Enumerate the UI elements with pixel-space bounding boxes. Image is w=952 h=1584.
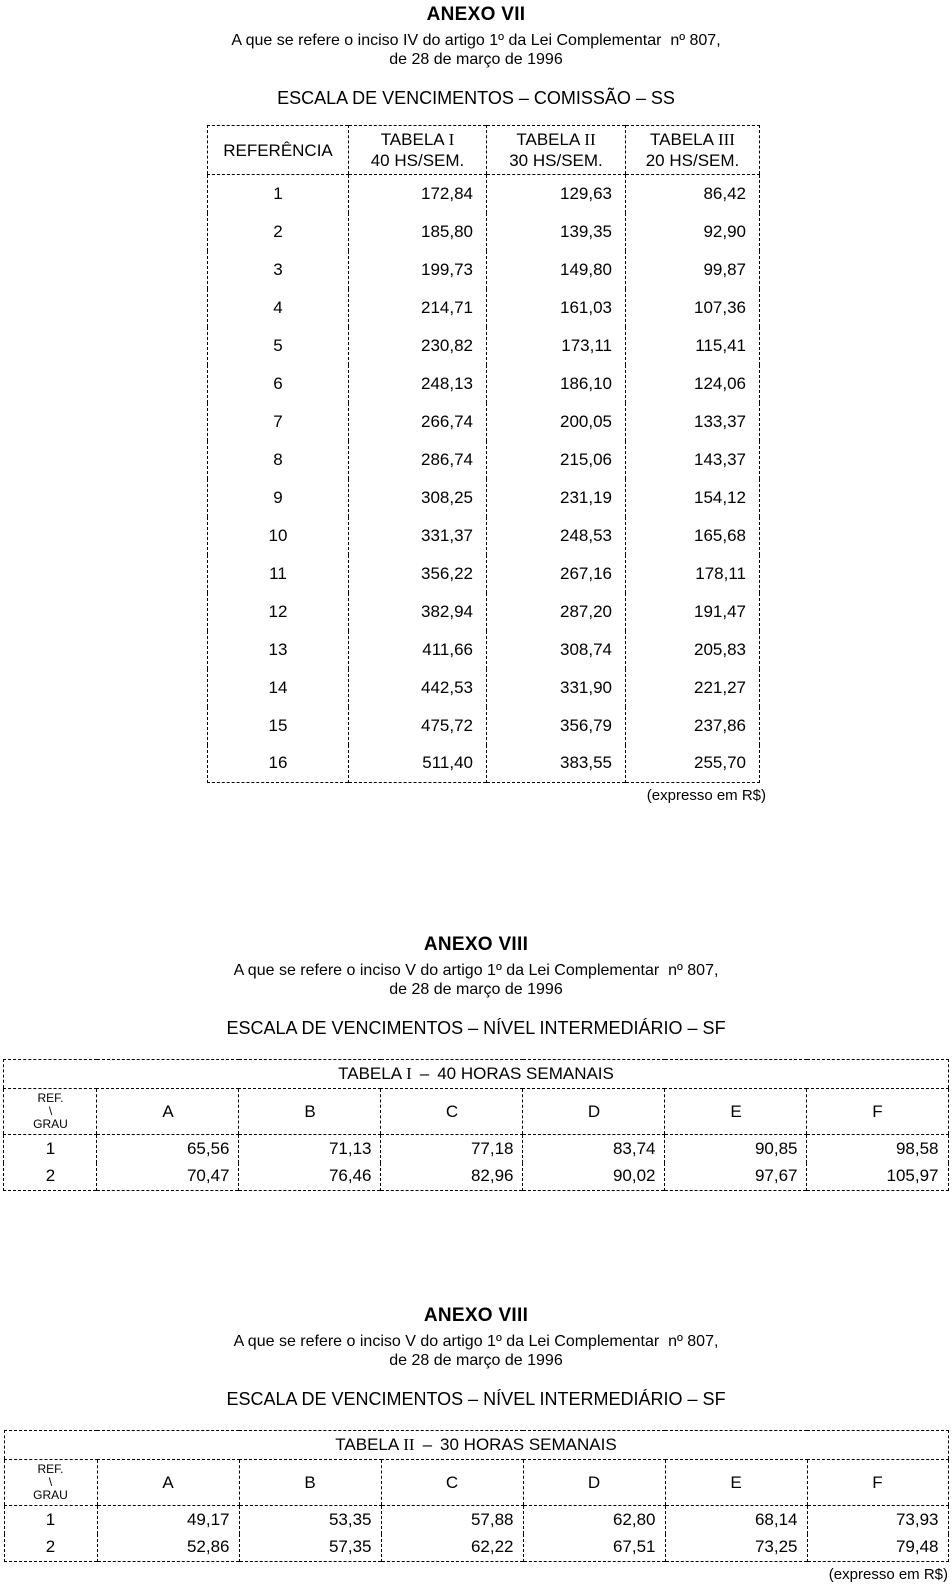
value-cell: 68,14	[665, 1506, 807, 1534]
table-row	[208, 555, 760, 593]
value-cell: 71,13	[239, 1135, 381, 1163]
table-row	[208, 441, 760, 479]
grade-e-header: E	[665, 1460, 807, 1506]
table-row	[208, 213, 760, 251]
value-cell: 92,90	[626, 213, 760, 251]
value-cell: 383,55	[487, 745, 626, 783]
grade-c-header: C	[381, 1460, 523, 1506]
header-row	[4, 1460, 948, 1506]
table-row	[4, 1135, 948, 1163]
table-title	[4, 1431, 948, 1460]
table-row	[208, 327, 760, 365]
value-cell: 133,37	[626, 403, 760, 441]
ref-cell: 1	[273, 183, 283, 203]
value-cell: 308,25	[349, 479, 487, 517]
value-cell: 248,53	[487, 517, 626, 555]
grade-a-header: A	[97, 1460, 239, 1506]
ref-cell: 7	[273, 411, 283, 431]
grade-b-header: B	[239, 1089, 381, 1135]
value-cell: 115,41	[626, 327, 760, 365]
anexo-viii-b-subtitle-line-2: de 28 de março de 1996	[389, 1352, 563, 1369]
value-cell: 79,48	[807, 1534, 948, 1562]
value-cell: 97,67	[665, 1163, 807, 1191]
value-cell: 62,80	[523, 1506, 665, 1534]
value-cell: 331,37	[349, 517, 487, 555]
title-hours: 40 HORAS SEMANAIS	[437, 1064, 614, 1083]
tabela-hours: 30 HS/SEM.	[509, 151, 603, 170]
table-row	[208, 251, 760, 289]
table-row	[4, 1163, 948, 1191]
tabela-hours: 40 HS/SEM.	[370, 151, 465, 170]
table-row	[208, 365, 760, 403]
ref-cell: 11	[269, 563, 287, 583]
value-cell: 67,51	[523, 1534, 665, 1562]
tabela-iii-header	[626, 126, 760, 175]
anexo-viii-b-subtitle-line-1: A que se refere o inciso V do artigo 1º da Lei Complementar nº 807,	[233, 1333, 719, 1350]
value-cell: 65,56	[97, 1135, 239, 1163]
anexo-viii-b-title: ANEXO VIII	[423, 1305, 529, 1326]
value-cell: 231,19	[487, 479, 626, 517]
value-cell: 173,11	[487, 327, 626, 365]
value-cell: 77,18	[381, 1135, 523, 1163]
tabela-i-header	[349, 126, 487, 175]
tabela-label: TABELA	[338, 1064, 403, 1083]
ref-cell: 14	[268, 677, 288, 697]
ref-cell: 6	[273, 373, 283, 393]
value-cell: 90,85	[665, 1135, 807, 1163]
value-cell: 107,36	[626, 289, 760, 327]
ref-cell: 4	[273, 297, 283, 317]
value-cell: 215,06	[487, 441, 626, 479]
value-cell: 237,86	[626, 707, 760, 745]
table-row	[208, 631, 760, 669]
value-cell: 70,47	[97, 1163, 239, 1191]
value-cell: 172,84	[349, 175, 487, 213]
tabela-numeral: II	[584, 130, 596, 149]
header-row	[4, 1089, 948, 1135]
anexo-vii-title: ANEXO VII	[426, 4, 526, 25]
table-title	[4, 1060, 948, 1089]
grade-f-header: F	[807, 1460, 948, 1506]
grade-b-header: B	[239, 1460, 381, 1506]
ref-cell: 10	[268, 525, 288, 545]
ref-cell: 9	[273, 487, 283, 507]
table-row	[208, 479, 760, 517]
value-cell: 52,86	[97, 1534, 239, 1562]
tabela-ii-30h-table	[4, 1430, 949, 1562]
ref-cell: 16	[268, 753, 288, 773]
value-cell: 83,74	[523, 1135, 665, 1163]
table-row	[208, 669, 760, 707]
value-cell: 178,11	[626, 555, 760, 593]
table-row	[208, 707, 760, 745]
grade-e-header: E	[665, 1089, 807, 1135]
value-cell: 165,68	[626, 517, 760, 555]
grade-f-header: F	[807, 1089, 948, 1135]
anexo-viii-a-subtitle-line-2: de 28 de março de 1996	[389, 981, 563, 998]
value-cell: 86,42	[626, 175, 760, 213]
ref-cell: 15	[268, 715, 288, 735]
ref-cell: 12	[268, 601, 288, 621]
value-cell: 90,02	[523, 1163, 665, 1191]
table-row	[208, 403, 760, 441]
value-cell: 105,97	[807, 1163, 948, 1191]
value-cell: 248,13	[349, 365, 487, 403]
value-cell: 73,25	[665, 1534, 807, 1562]
grade-c-header: C	[381, 1089, 523, 1135]
value-cell: 200,05	[487, 403, 626, 441]
value-cell: 191,47	[626, 593, 760, 631]
value-cell: 356,79	[487, 707, 626, 745]
anexo-vii-scale-title: ESCALA DE VENCIMENTOS – COMISSÃO – SS	[277, 88, 675, 108]
value-cell: 129,63	[487, 175, 626, 213]
tabela-label: TABELA	[650, 130, 714, 149]
tabela-label: TABELA	[516, 130, 581, 149]
anexo-vii-subtitle-line-1: A que se refere o inciso IV do artigo 1º da Lei Complementar nº 807,	[231, 32, 721, 49]
table-row	[4, 1534, 948, 1562]
tabela-numeral: II	[403, 1435, 415, 1454]
value-cell: 199,73	[349, 251, 487, 289]
ref-cell: 2	[273, 221, 283, 241]
value-cell: 143,37	[626, 441, 760, 479]
ref-cell: 1	[45, 1138, 56, 1158]
table-row	[4, 1506, 948, 1534]
value-cell: 139,35	[487, 213, 626, 251]
value-cell: 185,80	[349, 213, 487, 251]
value-cell: 308,74	[487, 631, 626, 669]
ref-cell: 13	[268, 639, 288, 659]
value-cell: 53,35	[239, 1506, 381, 1534]
grade-d-header: D	[523, 1089, 665, 1135]
table-row	[208, 289, 760, 327]
value-cell: 98,58	[807, 1135, 948, 1163]
value-cell: 149,80	[487, 251, 626, 289]
value-cell: 511,40	[349, 745, 487, 783]
value-cell: 49,17	[97, 1506, 239, 1534]
title-dash: –	[422, 1435, 433, 1454]
value-cell: 331,90	[487, 669, 626, 707]
grade-d-header: D	[523, 1460, 665, 1506]
value-cell: 124,06	[626, 365, 760, 403]
tabela-ii-header	[487, 126, 626, 175]
tabela-label: TABELA	[335, 1435, 400, 1454]
anexo-vii-subtitle-line-2: de 28 de março de 1996	[389, 51, 563, 68]
grade-a-header: A	[97, 1089, 239, 1135]
anexo-viii-b-section	[0, 1301, 952, 1584]
tabela-label: TABELA	[380, 130, 445, 149]
ref-cell: 2	[45, 1537, 56, 1557]
value-cell: 221,27	[626, 669, 760, 707]
value-cell: 57,88	[381, 1506, 523, 1534]
value-cell: 214,71	[349, 289, 487, 327]
comissao-salary-table	[207, 125, 760, 783]
value-cell: 266,74	[349, 403, 487, 441]
table-title-row	[4, 1060, 948, 1089]
table-row	[208, 175, 760, 213]
ref-grau-header: REF. \ GRAU	[4, 1089, 97, 1135]
ref-cell: 2	[45, 1166, 56, 1186]
value-cell: 382,94	[349, 593, 487, 631]
table-row	[208, 517, 760, 555]
tabela-numeral: I	[448, 130, 455, 149]
value-cell: 475,72	[349, 707, 487, 745]
anexo-viii-b-scale-title: ESCALA DE VENCIMENTOS – NÍVEL INTERMEDIÁRIO – SF	[226, 1389, 726, 1409]
value-cell: 62,22	[381, 1534, 523, 1562]
anexo-viii-a-section	[0, 930, 952, 1191]
tabela-numeral: III	[717, 130, 735, 149]
ref-cell: 8	[273, 449, 283, 469]
value-cell: 442,53	[349, 669, 487, 707]
anexo-viii-a-scale-title: ESCALA DE VENCIMENTOS – NÍVEL INTERMEDIÁRIO – SF	[226, 1018, 726, 1038]
value-cell: 230,82	[349, 327, 487, 365]
ref-cell: 1	[45, 1509, 56, 1529]
value-cell: 267,16	[487, 555, 626, 593]
table-row	[208, 593, 760, 631]
value-cell: 411,66	[349, 631, 487, 669]
value-cell: 57,35	[239, 1534, 381, 1562]
value-cell: 286,74	[349, 441, 487, 479]
value-cell: 73,93	[807, 1506, 948, 1534]
title-hours: 30 HORAS SEMANAIS	[440, 1435, 617, 1454]
table-title-row	[4, 1431, 948, 1460]
value-cell: 82,96	[381, 1163, 523, 1191]
value-cell: 99,87	[626, 251, 760, 289]
tabela-numeral: I	[406, 1064, 412, 1083]
tabela-i-40h-table	[3, 1059, 948, 1191]
value-cell: 287,20	[487, 593, 626, 631]
anexo-viii-a-title: ANEXO VIII	[423, 934, 529, 955]
currency-note: (expresso em R$)	[646, 787, 766, 804]
ref-grau-header: REF. \ GRAU	[4, 1460, 97, 1506]
header-row	[208, 126, 760, 175]
title-dash: –	[419, 1064, 430, 1083]
referencia-header: REFERÊNCIA	[208, 126, 349, 175]
tabela-hours: 20 HS/SEM.	[645, 151, 740, 170]
value-cell: 255,70	[626, 745, 760, 783]
currency-note: (expresso em R$)	[828, 1566, 948, 1583]
ref-cell: 5	[273, 335, 283, 355]
value-cell: 356,22	[349, 555, 487, 593]
value-cell: 154,12	[626, 479, 760, 517]
value-cell: 161,03	[487, 289, 626, 327]
value-cell: 186,10	[487, 365, 626, 403]
value-cell: 205,83	[626, 631, 760, 669]
ref-cell: 3	[273, 259, 283, 279]
table-row	[208, 745, 760, 783]
anexo-viii-a-subtitle-line-1: A que se refere o inciso V do artigo 1º da Lei Complementar nº 807,	[233, 962, 719, 979]
value-cell: 76,46	[239, 1163, 381, 1191]
